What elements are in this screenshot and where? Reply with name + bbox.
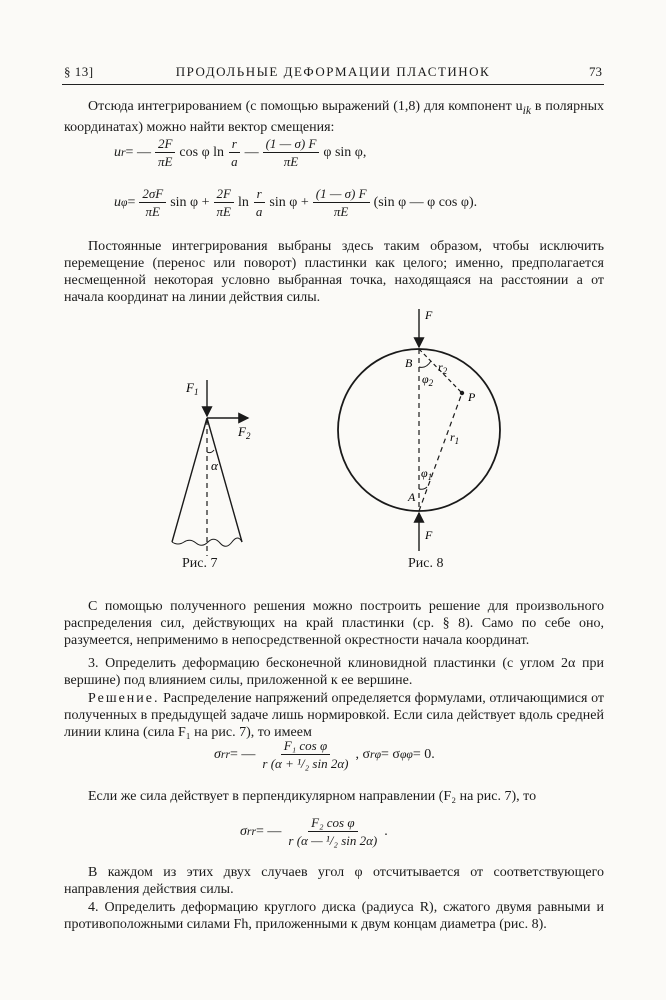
figure-7-wedge [150,370,280,560]
label-r2: $r_2$ [438,360,448,376]
label-b: B [405,356,413,370]
paragraph-arbitrary-forces: С помощью полученного решения можно построить решение для произвольного распределения сил, действующих на край пластинки (ср. § 8). Само по себе оно, разумеется, неприменимо в непосредственной окрестности начала координат. [64,599,604,648]
paragraph-intro: Отсюда интегрированием (с помощью выражений (1,8) для компонент $u_{ik}$ в полярных координатах) можно найти вектор смещения: [64,99,604,135]
paragraph-perpendicular: Если же сила действует в перпендикулярном направлении (F₂ на рис. 7), то [88,789,537,804]
phi2-arc [419,361,431,367]
equation-u-phi: u φ = $\frac{2\sigma F}{\pi E}$ sin φ + $\frac{2F}{\pi E}$ ln $\frac{r}{a}$ sin φ + $\frac{(1 — \sigma) F}{\pi E}$ (sin φ — φ cos φ). [114,186,478,219]
equation-u-r: u r = — $\frac{2F}{\pi E}$ cos φ ln $\frac{r}{a}$ — $\frac{(1 — \sigma) F}{\pi E}$ φ sin φ, [114,136,367,169]
equation-sigma-rr-1: σ rr = — $\frac{\text{F₁ cos φ}}{\text{r (α + ¹/₂ sin 2α)}}$ , σ rφ = σ φφ = 0. [214,738,435,771]
figure-8-caption: Рис. 8 [408,556,444,571]
figure-8-disk [330,305,510,560]
label-f2: $F_2$ [238,424,251,441]
point-p [460,391,464,395]
running-title: ПРОДОЛЬНЫЕ ДЕФОРМАЦИИ ПЛАСТИНОК [175,64,491,79]
alpha-arc [207,450,214,453]
phi1-arc [419,487,427,489]
equation-sigma-rr-2: σ rr = — $\frac{\text{F₂ cos φ}}{\text{r (α — ¹/₂ sin 2α)}}$ . [240,815,388,848]
label-f-bottom: F [425,528,433,542]
label-a: A [408,490,416,504]
label-phi2: $\varphi_2$ [422,372,434,388]
paragraph-problem-3: 3. Определить деформацию бесконечной клиновидной пластинки (с углом 2α при вершине) под влиянием силы, приложенной к ее вершине. [64,656,604,688]
label-p: P [468,390,476,404]
label-f1: $F_1$ [186,380,199,397]
paragraph-angle-note: В каждом из этих двух случаев угол φ отсчитывается от соответствующего направления действия силы. [64,865,604,897]
paragraph-solution: Решение. Распределение напряжений определяется формулами, отличающимися от полученных в предыдущей задаче лишь нормировкой. Если сила действует вдоль средней линии клина (сила F₁ на рис. 7), то имеем [64,691,604,740]
page-number: 73 [589,64,602,79]
label-f-top: F [425,308,433,322]
label-phi1: $\varphi_1$ [421,466,433,482]
paragraph-problem-4: 4. Определить деформацию круглого диска (радиуса R), сжатого двумя равными и противоположными силами Fh, приложенными к двум концам диаметра (рис. 8). [64,900,604,932]
radius-r1 [419,393,462,511]
label-r1: $r_1$ [450,430,460,446]
figure-7-caption: Рис. 7 [182,556,218,571]
section-marker: § 13] [64,64,94,79]
paragraph-constants: Постоянные интегрирования выбраны здесь таким образом, чтобы исключить перемещение (перенос или поворот) пластинки как целого; именно, предполагается несмещенной некоторая условно выбранная точка, находящаяся на расстоянии a от начала координат на линии действия силы. [64,239,604,305]
header-rule [62,84,604,85]
label-alpha: α [211,458,218,473]
